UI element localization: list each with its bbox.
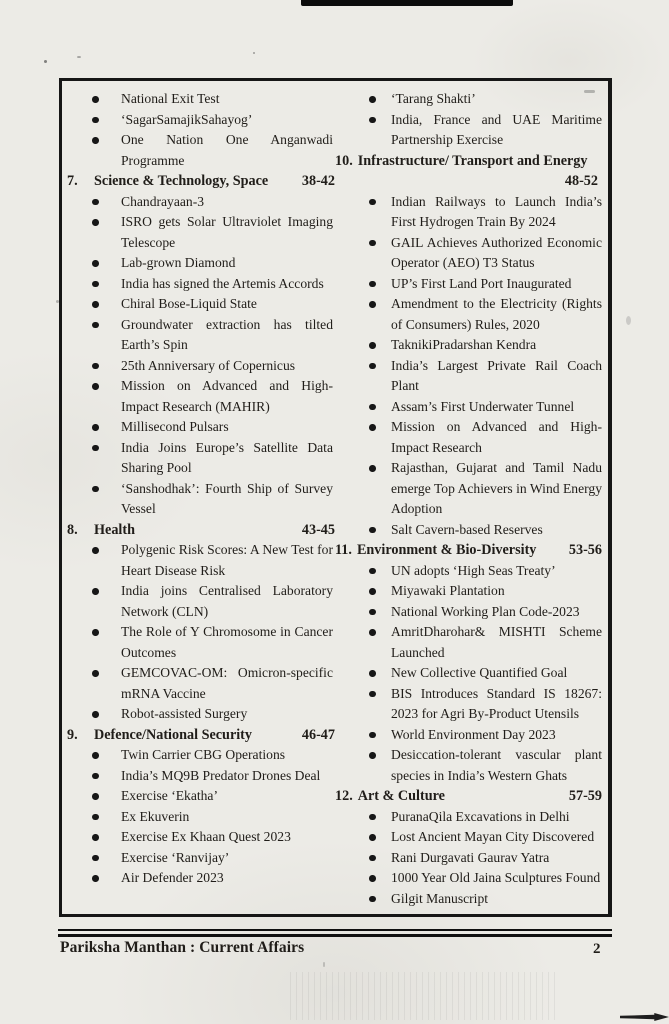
toc-item <box>67 581 335 622</box>
bullet-icon <box>92 445 99 452</box>
section-pages: 48-52 <box>564 173 598 189</box>
toc-item-text: Millisecond Pulsars <box>121 419 229 434</box>
toc-item <box>67 130 335 171</box>
section-number: 7. <box>67 173 78 189</box>
toc-item <box>335 745 602 786</box>
bullet-icon <box>369 240 376 247</box>
toc-item-text: Exercise ‘Ranvijay’ <box>121 849 230 865</box>
toc-item-text: India Joins Europe’s Satellite Data Sharing Pool <box>121 439 333 475</box>
bullet-icon <box>92 547 99 554</box>
toc-item-text: Exercise Ex Khaan Quest 2023 <box>121 829 291 844</box>
toc-item-text: Assam’s First Underwater Tunnel <box>391 398 575 414</box>
toc-item-text: India’s Largest Private Rail Coach Plant <box>391 357 602 393</box>
toc-section <box>67 171 335 192</box>
toc-item <box>67 417 335 438</box>
bullet-icon <box>92 137 99 144</box>
toc-section <box>335 151 602 172</box>
toc-item <box>335 581 602 602</box>
section-pages: 53-56 <box>568 542 602 558</box>
toc-item <box>335 294 602 335</box>
toc-item-text: Lost Ancient Mayan City Discovered <box>391 829 595 844</box>
toc-item <box>335 192 602 233</box>
bullet-icon <box>369 834 376 841</box>
section-pages: 46-47 <box>301 726 335 743</box>
bullet-icon <box>92 773 99 780</box>
toc-item <box>335 520 602 541</box>
section-title: Environment & Bio-Diversity <box>356 542 537 558</box>
section-title: Defence/National Security <box>94 726 252 743</box>
section-number: 12. <box>335 788 353 804</box>
toc-item <box>335 89 602 110</box>
toc-section <box>335 786 602 807</box>
toc-item <box>67 315 335 356</box>
toc-item <box>335 725 602 746</box>
toc-item <box>335 274 602 295</box>
toc-item-text: Robot-assisted Surgery <box>121 706 248 721</box>
bullet-icon <box>92 96 99 103</box>
toc-item-text: Gilgit Manuscript <box>391 890 489 906</box>
toc-item-text: Groundwater extraction has tilted Earth’s Spin <box>121 316 333 352</box>
toc-item-text: Ex Ekuverin <box>121 808 190 824</box>
toc-item <box>335 417 602 458</box>
toc-item-text: UP’s First Land Port Inaugurated <box>391 275 572 291</box>
scan-speck <box>44 60 47 63</box>
toc-item <box>335 663 602 684</box>
scan-speck <box>323 962 325 967</box>
toc-item <box>67 704 335 725</box>
toc-item <box>335 561 602 582</box>
toc-item <box>335 827 602 848</box>
toc-item <box>67 745 335 766</box>
bullet-icon <box>92 793 99 800</box>
toc-item <box>335 110 602 151</box>
toc-item-text: Twin Carrier CBG Operations <box>121 747 286 762</box>
toc-item-text: Mission on Advanced and High-Impact Research <box>391 419 602 455</box>
toc-item <box>67 376 335 417</box>
toc-item <box>67 356 335 377</box>
section-title: Infrastructure/ Transport and Energy <box>357 152 588 169</box>
toc-item-text: Salt Cavern-based Reserves <box>391 521 543 537</box>
toc-item <box>67 253 335 274</box>
section-pages: 38-42 <box>301 173 335 189</box>
bullet-icon <box>369 363 376 370</box>
bullet-icon <box>92 117 99 124</box>
toc-item <box>67 663 335 704</box>
toc-item-text: Desiccation-tolerant vascular plant species in India’s Western Ghats <box>391 747 602 783</box>
section-title: Science & Technology, Space <box>94 173 269 189</box>
bullet-icon <box>369 568 376 575</box>
toc-item-text: India, France and UAE Maritime Partnership Exercise <box>391 111 602 147</box>
toc-item <box>67 827 335 848</box>
section-title: Art & Culture <box>357 788 445 804</box>
toc-item <box>67 110 335 131</box>
bullet-icon <box>92 670 99 677</box>
bullet-icon <box>369 281 376 288</box>
toc-item <box>67 540 335 581</box>
toc-item-text: ‘Tarang Shakti’ <box>391 91 476 106</box>
section-pages: 43-45 <box>301 521 335 538</box>
toc-item-text: Air Defender 2023 <box>121 870 224 885</box>
bullet-icon <box>92 834 99 841</box>
bullet-icon <box>92 219 99 226</box>
bullet-icon <box>369 691 376 698</box>
bullet-icon <box>92 814 99 821</box>
toc-item <box>335 868 602 889</box>
bullet-icon <box>369 875 376 882</box>
toc-item-text: National Exit Test <box>121 91 220 106</box>
toc-item <box>335 335 602 356</box>
toc-item-text: India’s MQ9B Predator Drones Deal <box>121 767 321 783</box>
toc-item-text: 25th Anniversary of Copernicus <box>121 357 296 373</box>
toc-item <box>335 622 602 663</box>
bullet-icon <box>369 96 376 103</box>
section-number: 9. <box>67 726 78 743</box>
toc-item-text: ISRO gets Solar Ultraviolet Imaging Telescope <box>121 214 333 250</box>
bullet-icon <box>92 486 99 493</box>
bullet-icon <box>92 199 99 206</box>
toc-item-text: World Environment Day 2023 <box>391 726 556 742</box>
bullet-icon <box>92 588 99 595</box>
toc-item-text: National Working Plan Code-2023 <box>391 603 580 619</box>
scan-artifact-arrow <box>620 1013 669 1021</box>
toc-item-text: ‘Sanshodhak’: Fourth Ship of Survey Vessel <box>121 480 333 516</box>
toc-item-text: India joins Centralised Laboratory Network (CLN) <box>121 583 333 619</box>
toc-item-text: PuranaQila Excavations in Delhi <box>391 808 570 824</box>
bullet-icon <box>92 424 99 431</box>
bullet-icon <box>92 322 99 329</box>
bullet-icon <box>369 896 376 903</box>
bullet-icon <box>92 301 99 308</box>
bullet-icon <box>92 855 99 862</box>
bullet-icon <box>369 732 376 739</box>
toc-item <box>67 89 335 110</box>
toc-item-text: AmritDharohar& MISHTI Scheme Launched <box>391 624 602 660</box>
toc-item <box>335 233 602 274</box>
toc-item <box>335 397 602 418</box>
bullet-icon <box>92 281 99 288</box>
section-pages: 57-59 <box>568 788 602 804</box>
bullet-icon <box>92 383 99 390</box>
toc-item-text: Miyawaki Plantation <box>391 583 505 598</box>
toc-item-text: ‘SagarSamajikSahayog’ <box>121 111 253 127</box>
toc-item-text: UN adopts ‘High Seas Treaty’ <box>391 562 556 578</box>
scan-speck <box>77 56 81 58</box>
toc-item-text: Chiral Bose-Liquid State <box>121 296 257 311</box>
bullet-icon <box>369 342 376 349</box>
toc-item <box>67 807 335 828</box>
toc-item-text: GAIL Achieves Authorized Economic Operator (AEO) T3 Status <box>391 234 602 270</box>
bullet-icon <box>92 363 99 370</box>
toc-item <box>67 766 335 787</box>
toc-item <box>335 807 602 828</box>
toc-item-text: Rajasthan, Gujarat and Tamil Nadu emerge Top Achievers in Wind Energy Adoption <box>391 460 602 516</box>
toc-item-text: Rani Durgavati Gaurav Yatra <box>391 849 550 865</box>
bullet-icon <box>92 752 99 759</box>
bullet-icon <box>369 855 376 862</box>
toc-item <box>335 848 602 869</box>
toc-item-text: One Nation One Anganwadi Programme <box>121 132 333 168</box>
toc-item <box>67 294 335 315</box>
toc-item <box>335 356 602 397</box>
page-number: 2 <box>593 941 601 957</box>
toc-item-text: Chandrayaan-3 <box>121 193 205 209</box>
toc-item-text: Polygenic Risk Scores: A New Test for Heart Disease Risk <box>121 542 333 578</box>
toc-item <box>67 192 335 213</box>
toc-item-text: India has signed the Artemis Accords <box>121 275 324 291</box>
scan-speck <box>626 316 631 325</box>
toc-item <box>67 848 335 869</box>
toc-item <box>67 212 335 253</box>
bullet-icon <box>369 424 376 431</box>
section-number: 10. <box>335 152 353 169</box>
bullet-icon <box>369 814 376 821</box>
toc-item-text: BIS Introduces Standard IS 18267: 2023 for Agri By-Product Utensils <box>391 685 602 721</box>
footer-book-title: Pariksha Manthan : Current Affairs <box>60 939 305 956</box>
toc-item-text: Lab-grown Diamond <box>121 255 236 270</box>
toc-item <box>67 622 335 663</box>
toc-item-text: The Role of Y Chromosome in Cancer Outcomes <box>121 624 333 660</box>
toc-item-text: 1000 Year Old Jaina Sculptures Found <box>391 870 601 885</box>
bullet-icon <box>369 588 376 595</box>
bullet-icon <box>92 875 99 882</box>
toc-item <box>335 889 602 910</box>
toc-item <box>335 602 602 623</box>
toc-item-text: New Collective Quantified Goal <box>391 665 568 680</box>
bullet-icon <box>369 527 376 534</box>
toc-item <box>335 458 602 520</box>
toc-item <box>67 274 335 295</box>
toc-item <box>67 868 335 889</box>
bullet-icon <box>92 711 99 718</box>
bullet-icon <box>369 629 376 636</box>
toc-box <box>59 78 612 917</box>
section-number: 8. <box>67 521 78 538</box>
toc-item-text: GEMCOVAC-OM: Omicron-specific mRNA Vaccine <box>121 665 333 701</box>
section-number: 11. <box>335 542 352 558</box>
bullet-icon <box>369 465 376 472</box>
toc-item <box>335 684 602 725</box>
toc-item-text: Amendment to the Electricity (Rights of Consumers) Rules, 2020 <box>391 296 602 332</box>
bullet-icon <box>92 260 99 267</box>
toc-item-text: Exercise ‘Ekatha’ <box>121 788 218 803</box>
footer-rule <box>58 929 612 937</box>
bullet-icon <box>369 670 376 677</box>
toc-section <box>67 520 335 541</box>
toc-item-text: TaknikiPradarshan Kendra <box>391 337 537 352</box>
toc-section <box>67 725 335 746</box>
bullet-icon <box>92 629 99 636</box>
toc-left-column <box>67 89 335 914</box>
bullet-icon <box>369 301 376 308</box>
section-title: Health <box>94 521 135 538</box>
bullet-icon <box>369 752 376 759</box>
toc-item <box>67 786 335 807</box>
toc-item-text: Mission on Advanced and High-Impact Research (MAHIR) <box>121 378 333 414</box>
toc-right-column <box>335 89 608 914</box>
toc-section <box>335 540 602 561</box>
bullet-icon <box>369 117 376 124</box>
bullet-icon <box>369 404 376 411</box>
bullet-icon <box>369 609 376 616</box>
scan-artifact-top-bar <box>301 0 513 6</box>
scan-streaks <box>290 972 560 1020</box>
toc-item <box>67 438 335 479</box>
toc-item-text: Indian Railways to Launch India’s First Hydrogen Train By 2024 <box>391 193 602 229</box>
toc-item <box>67 479 335 520</box>
bullet-icon <box>369 199 376 206</box>
scan-speck <box>253 52 255 54</box>
